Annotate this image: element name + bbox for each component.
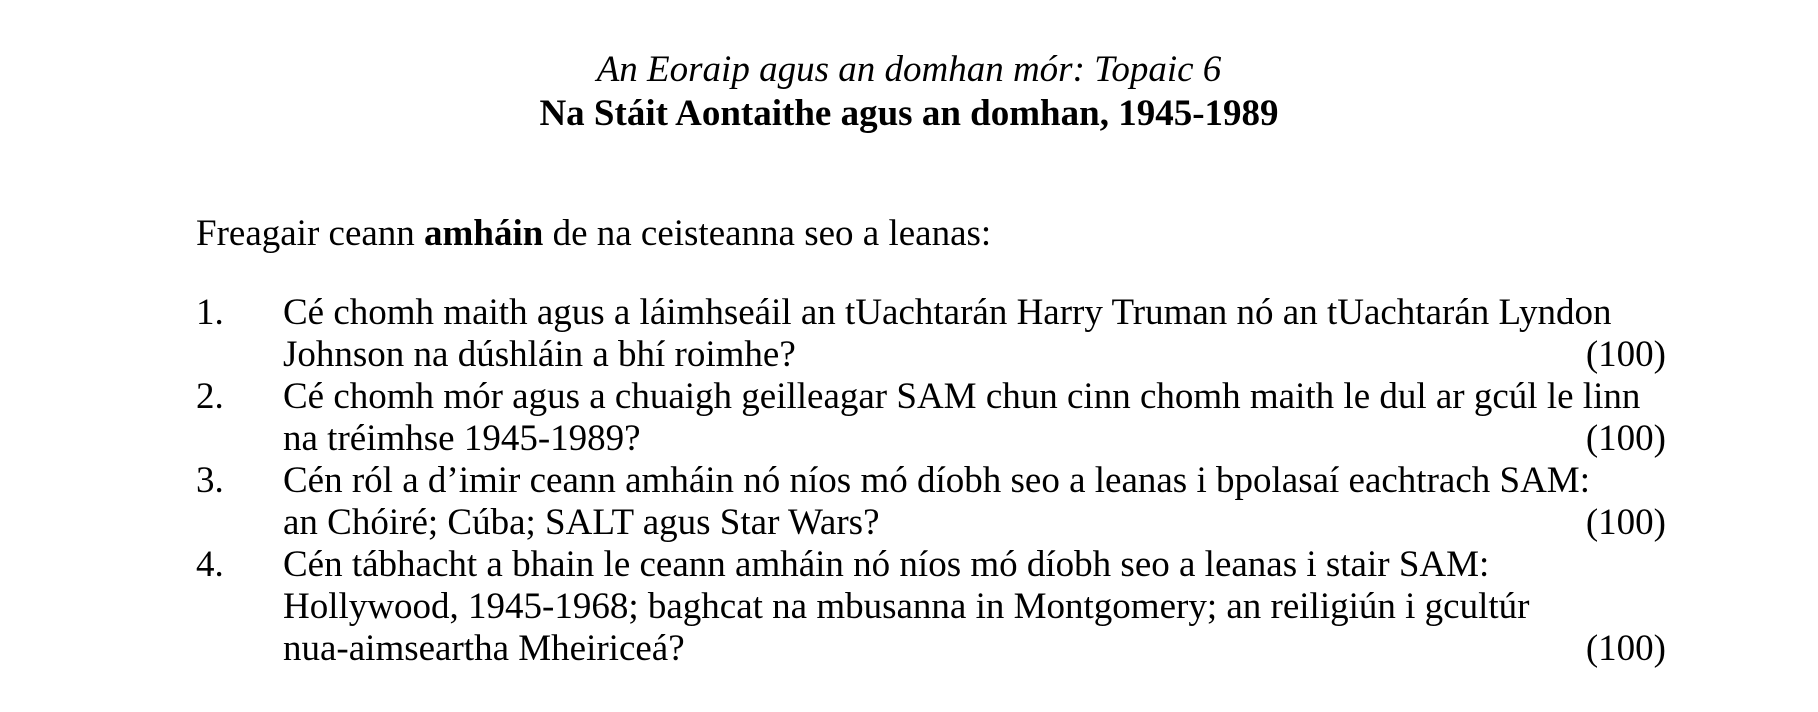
question-marks: (100) [1585, 628, 1666, 669]
question-line-text: an Chóiré; Cúba; SALT agus Star Wars? [283, 502, 880, 543]
question-list [196, 292, 1666, 670]
question-line-last [283, 334, 1666, 376]
question-line-last [283, 628, 1666, 670]
question-line-text: nua-aimseartha Mheiriceá? [283, 628, 685, 669]
question-item [196, 292, 1666, 376]
question-number: 1. [196, 292, 224, 333]
topic-subtitle: An Eoraip agus an domhan mór: Topaic 6 [596, 49, 1222, 90]
question-text [283, 460, 1666, 544]
question-marks: (100) [1585, 334, 1666, 375]
question-marks: (100) [1585, 418, 1666, 459]
instruction-after: de na ceisteanna seo a leanas: [543, 213, 992, 254]
question-text [283, 544, 1666, 670]
question-line-text: na tréimhse 1945-1989? [283, 418, 641, 459]
question-item [196, 376, 1666, 460]
question-number: 2. [196, 376, 224, 417]
question-line: Cén tábhacht a bhain le ceann amháin nó níos mó díobh seo a leanas i stair SAM: [283, 544, 1490, 585]
question-text [283, 292, 1666, 376]
question-line-text: Johnson na dúshláin a bhí roimhe? [283, 334, 796, 375]
question-line-last [283, 418, 1666, 460]
instruction-emphasis: amháin [424, 213, 544, 254]
question-item [196, 544, 1666, 670]
question-line-last [283, 502, 1666, 544]
question-number: 4. [196, 544, 224, 585]
question-marks: (100) [1585, 502, 1666, 543]
question-number: 3. [196, 460, 224, 501]
question-line: Hollywood, 1945-1968; baghcat na mbusanna in Montgomery; an reiligiún i gcultúr [283, 586, 1530, 627]
question-item [196, 460, 1666, 544]
question-line: Cé chomh maith agus a láimhseáil an tUachtarán Harry Truman nó an tUachtarán Lyndon [283, 292, 1612, 333]
instruction-before: Freagair ceann [196, 213, 425, 254]
question-line: Cén ról a d’imir ceann amháin nó níos mó díobh seo a leanas i bpolasaí eachtrach SAM: [283, 460, 1590, 501]
page-title: Na Stáit Aontaithe agus an domhan, 1945-1989 [539, 93, 1279, 134]
instruction-text [196, 212, 991, 256]
question-line: Cé chomh mór agus a chuaigh geilleagar SAM chun cinn chomh maith le dul ar gcúl le linn [283, 376, 1641, 417]
question-text [283, 376, 1666, 460]
